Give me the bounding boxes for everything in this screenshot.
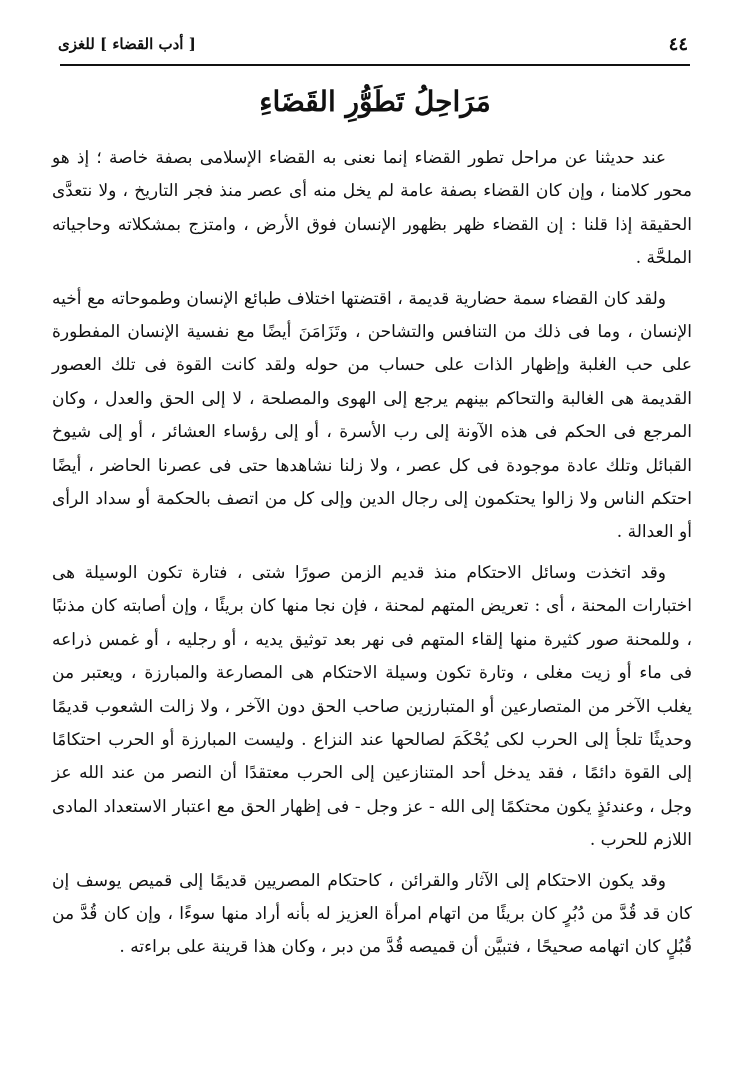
chapter-title: مَرَاحِلُ تَطَوُّرِ القَضَاءِ [259, 85, 491, 118]
body-text [52, 142, 692, 972]
paragraph: وقد يكون الاحتكام إلى الآثار والقرائن ، كاحتكام المصريين قديمًا إلى قميص يوسف إن كان قد قُدَّ من دُبُرٍ كان بريئًا من اتهام امرأة العزيز له بأنه أراد منها سوءًا ، وإن كان قُدَّ من قُبُلٍ كان اتهامه صحيحًا ، فتبيَّن أن قميصه قُدَّ من دبر ، وكان هذا قرينة على براءته . [52, 870, 692, 958]
page-number: ٤٤ [668, 33, 688, 55]
running-title: [ أدب القضاء ] للغزى [58, 35, 196, 53]
page-header [58, 30, 688, 58]
paragraph: ولقد كان القضاء سمة حضارية قديمة ، اقتضتها اختلاف طبائع الإنسان وطموحاته مع أخيه الإنسان ، وما فى ذلك من التنافس والتشاحن ، وتَزَامَنَ أيضًا مع نفسية الإنسان المفطورة على حب الغلبة وإظهار الذات على حساب من حوله ولقد كانت القوة فى تلك العصور القديمة هى الغالبة والتحاكم بينهم يرجع إلى الهوى والمصلحة ، لا إلى الحق والعدل ، وكان المرجع فى الحكم فى هذه الآونة إلى رب الأسرة ، أو إلى رؤساء العشائر ، أو إلى شيوخ القبائل وتلك عادة موجودة فى كل عصر ، ولا زلنا نشاهدها حتى فى عصرنا الحاضر ، أيضًا احتكم الناس ولا زالوا يحتكمون إلى رجال الدين وإلى كل من اتصف بالحكمة أو سداد الرأى أو العدالة . [52, 288, 692, 543]
paragraph: عند حديثنا عن مراحل تطور القضاء إنما نعنى به القضاء الإسلامى بصفة خاصة ؛ إذ هو محور كلامنا ، وإن كان القضاء بصفة عامة لم يخل منه أى عصر منذ فجر التاريخ ، ولا نتعدَّى الحقيقة إذا قلنا : إن القضاء ظهر بظهور الإنسان فوق الأرض ، وامتزج بمشكلاته وحاجياته الملحَّة . [52, 148, 692, 269]
header-rule [60, 64, 690, 66]
paragraph: وقد اتخذت وسائل الاحتكام منذ قديم الزمن صورًا شتى ، فتارة تكون الوسيلة هى اختبارات المحنة ، أى : تعريض المتهم لمحنة ، فإن نجا منها كان بريئًا ، وإن أصابته كان مذنبًا ، وللمحنة صور كثيرة منها إلقاء المتهم فى نهر بعد توثيق يديه ، أو رجليه ، أو غمس ذراعه فى ماء أو زيت مغلى ، وتارة تكون وسيلة الاحتكام هى المصارعة والمبارزة ، ويعتبر من يغلب الآخر من المتصارعين أو المتبارزين صاحب الحق دون الآخر ، ولا زالت الشعوب قديمًا وحديثًا تلجأ إلى الحرب لكى يُحْكَمَ لصالحها عند النزاع . وليست المبارزة أو الحرب احتكامًا إلى القوة دائمًا ، فقد يدخل أحد المتنازعين إلى الحرب معتقدًا أن النصر من عند الله عز وجل ، وعندئذٍ يكون محتكمًا إلى الله - عز وجل - فى إظهار الحق مع اعتبار الاستعداد المادى اللازم للحرب . [52, 562, 692, 851]
